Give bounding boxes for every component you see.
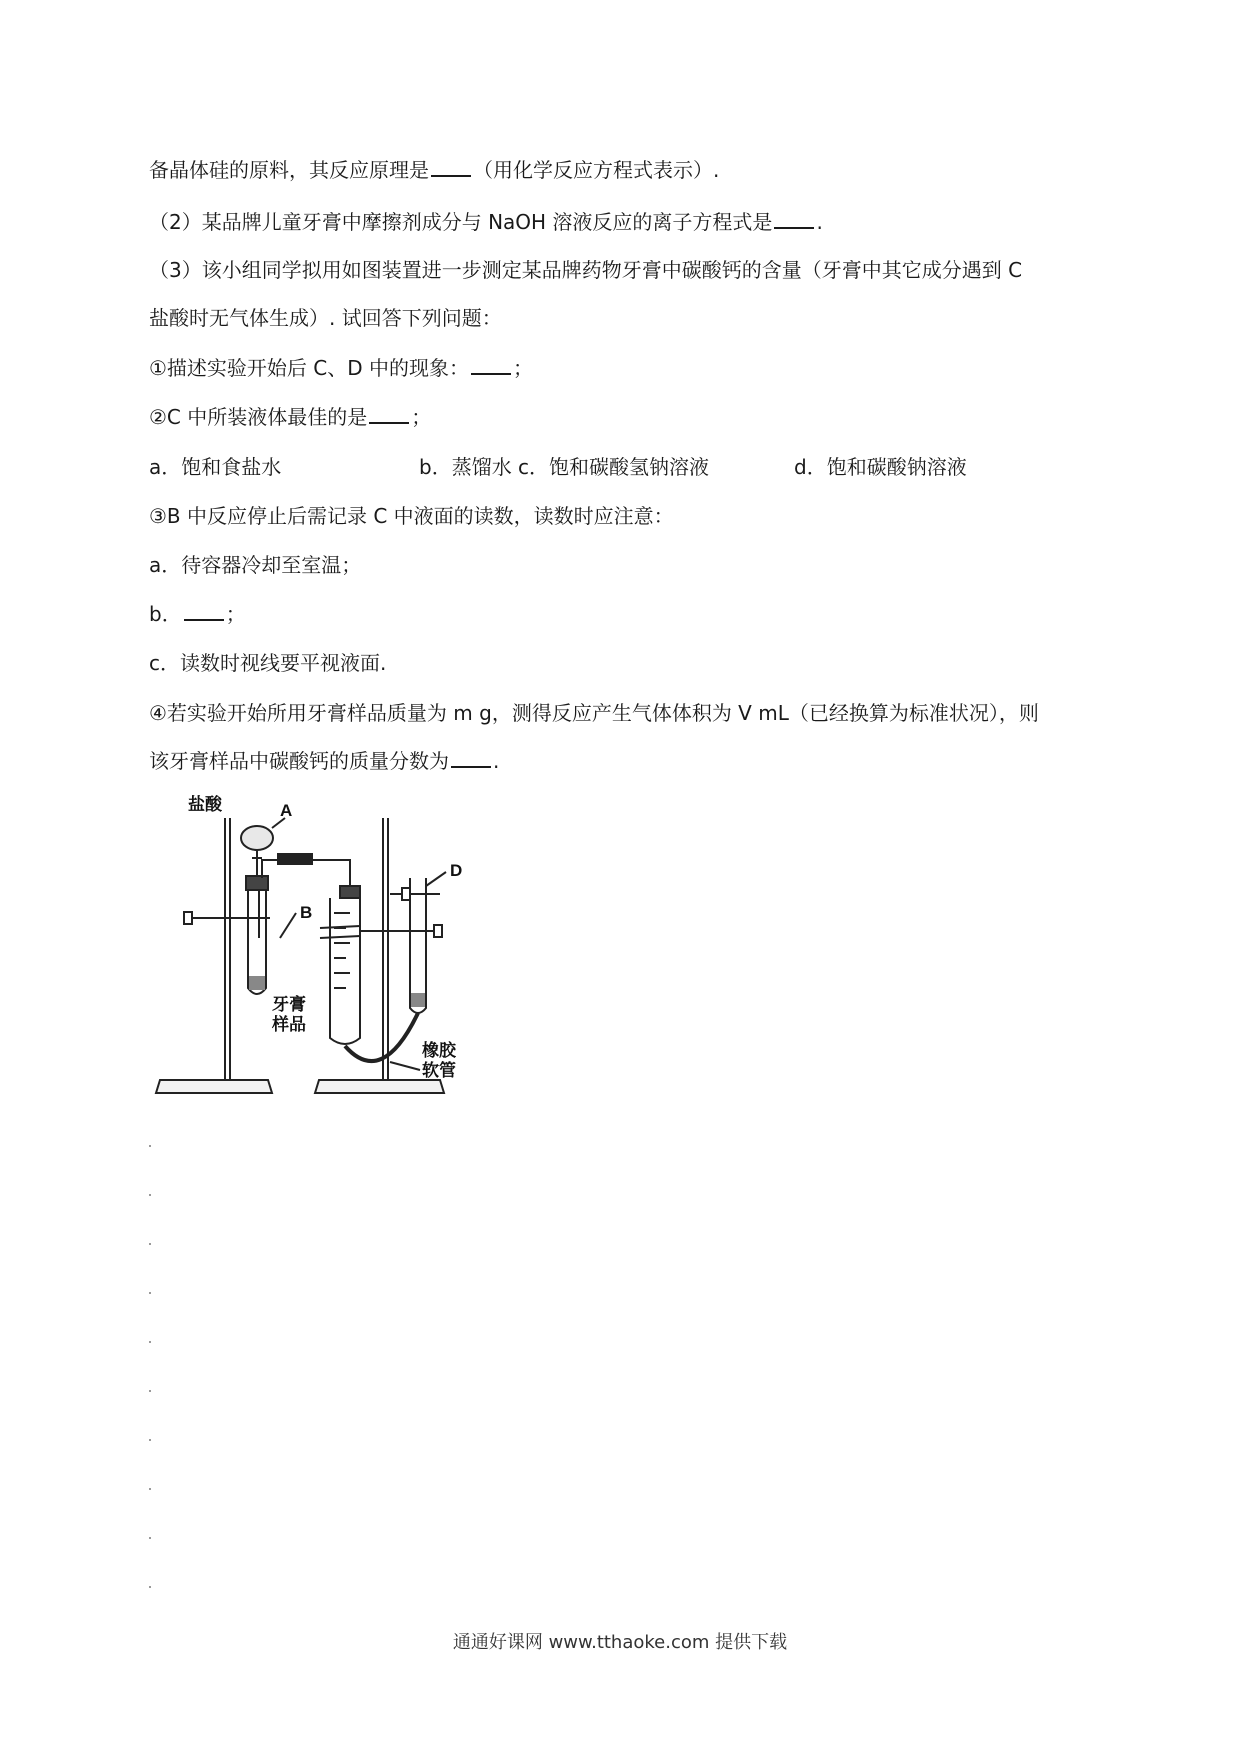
text-line-4: 盐酸时无气体生成）. 试回答下列问题： [149,306,502,330]
answer-blank[interactable] [369,404,409,424]
margin-dot [149,1145,151,1147]
margin-dot [149,1537,151,1539]
margin-dot [149,1439,151,1441]
text-span: ②C 中所装液体最佳的是 [149,405,368,429]
apparatus-diagram [150,788,490,1108]
test-tube-b [184,876,296,994]
label-sample-2: 样品 [272,1015,306,1034]
label-a: A [280,801,293,820]
tube-d [390,872,446,1013]
text-span: （用化学反应方程式表示）. [473,158,720,182]
options-line [149,453,967,481]
answer-blank[interactable] [774,209,814,229]
label-sample-1: 牙膏 [272,995,306,1014]
answer-blank[interactable] [431,157,471,177]
rubber-hose [345,1013,418,1061]
text-line-12: ④若实验开始所用牙膏样品质量为 m g，测得反应产生气体体积为 V mL（已经换算为标准状况），则 [149,701,1039,725]
text-span: ； [513,356,534,380]
answer-blank[interactable] [184,601,224,621]
label-d: D [450,861,463,880]
option-d: d．饱和碳酸钠溶液 [794,455,967,479]
text-span: 该牙膏样品中碳酸钙的质量分数为 [149,749,449,773]
text-line-6 [149,403,431,431]
label-hcl: 盐酸 [188,795,222,814]
measuring-tube-c [320,886,442,1044]
text-span: 备晶体硅的原料，其反应原理是 [149,158,429,182]
text-span: . [493,749,500,773]
text-line-8: ③B 中反应停止后需记录 C 中液面的读数，读数时应注意： [149,504,674,528]
text-line-9: a．待容器冷却至室温； [149,553,362,577]
margin-dot [149,1341,151,1343]
text-span: b． [149,602,182,626]
option-b-c: b．蒸馏水 c．饱和碳酸氢钠溶液 [419,455,710,479]
label-hose-1: 橡胶 [422,1041,456,1060]
margin-dot [149,1292,151,1294]
margin-dot [149,1243,151,1245]
connecting-tube [262,854,350,888]
left-stand [156,818,272,1093]
text-line-2 [149,208,823,236]
label-hose-2: 软管 [422,1061,456,1080]
margin-dot [149,1390,151,1392]
page-footer: 通通好课网 www.tthaoke.com 提供下载 [452,1632,788,1653]
answer-blank[interactable] [451,748,491,768]
margin-dot [149,1586,151,1588]
label-b: B [300,903,313,922]
margin-dot [149,1488,151,1490]
answer-blank[interactable] [471,355,511,375]
text-span: . [816,210,823,234]
text-line-11: c．读数时视线要平视液面. [149,651,387,675]
text-line-1 [149,156,719,184]
text-span: （2）某品牌儿童牙膏中摩擦剂成分与 NaOH 溶液反应的离子方程式是 [149,210,773,234]
text-line-5 [149,354,533,382]
option-a: a．饱和食盐水 [149,455,282,479]
text-line-13 [149,747,499,775]
margin-dot [149,1194,151,1196]
text-span: ； [225,602,246,626]
text-span: ①描述实验开始后 C、D 中的现象： [149,356,470,380]
text-line-10 [149,600,246,628]
text-line-3: （3）该小组同学拟用如图装置进一步测定某品牌药物牙膏中碳酸钙的含量（牙膏中其它成分遇到 C [149,258,1023,282]
text-span: ； [411,405,432,429]
